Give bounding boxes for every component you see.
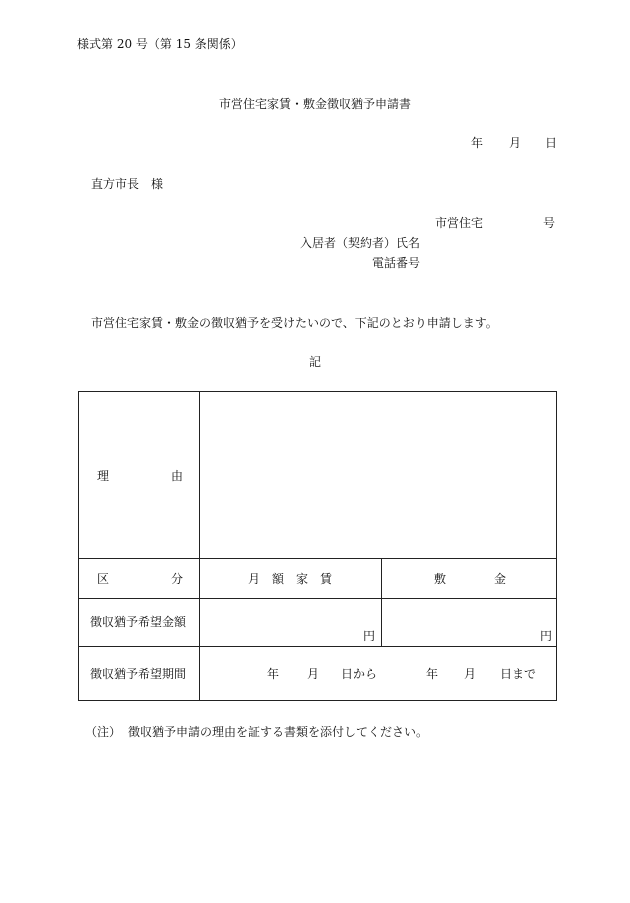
date-month-label: 月 (509, 136, 522, 150)
reason-label-2: 由 (171, 469, 184, 483)
application-table (78, 391, 557, 701)
category-label-2: 分 (171, 572, 184, 586)
ki-heading: 記 (308, 355, 321, 369)
period-start-month: 月 (307, 667, 320, 681)
period-start-year: 年 (267, 667, 280, 681)
application-statement: 市営住宅家賃・敷金の徴収猶予を受けたいので、下記のとおり申請します。 (91, 316, 498, 330)
housing-label: 市営住宅 (435, 216, 484, 230)
amount-label: 徴収猶予希望金額 (90, 615, 187, 629)
document-title: 市営住宅家賃・敷金徴収猶予申請書 (218, 97, 411, 111)
deposit-amount-field[interactable] (382, 599, 556, 646)
period-end-year: 年 (426, 667, 439, 681)
period-end-month: 月 (464, 667, 477, 681)
period-end-day: 日まで (500, 667, 537, 681)
category-label-1: 区 (97, 572, 110, 586)
yen-unit-deposit: 円 (540, 629, 553, 643)
monthly-rent-amount-field[interactable] (200, 599, 381, 646)
note-text: 徴収猶予申請の理由を証する書類を添付してください。 (128, 725, 429, 739)
period-start-day: 日から (341, 667, 378, 681)
reason-label-1: 理 (97, 469, 110, 483)
date-day-label: 日 (545, 136, 558, 150)
row-divider-reason (79, 558, 556, 559)
monthly-rent-header: 月 額 家 賃 (248, 572, 333, 586)
deposit-header-2: 金 (494, 572, 507, 586)
deposit-header-1: 敷 (434, 572, 447, 586)
period-label: 徴収猶予希望期間 (90, 667, 187, 681)
form-number: 様式第 20 号（第 15 条関係） (77, 37, 243, 51)
housing-number-label: 号 (543, 216, 556, 230)
resident-name-label: 入居者（契約者）氏名 (300, 236, 421, 250)
yen-unit-rent: 円 (363, 629, 376, 643)
reason-field[interactable] (200, 392, 556, 558)
date-year-label: 年 (471, 136, 484, 150)
phone-number-label: 電話番号 (372, 256, 421, 270)
note-label: （注） (85, 725, 122, 739)
addressee: 直方市長 様 (91, 177, 164, 191)
